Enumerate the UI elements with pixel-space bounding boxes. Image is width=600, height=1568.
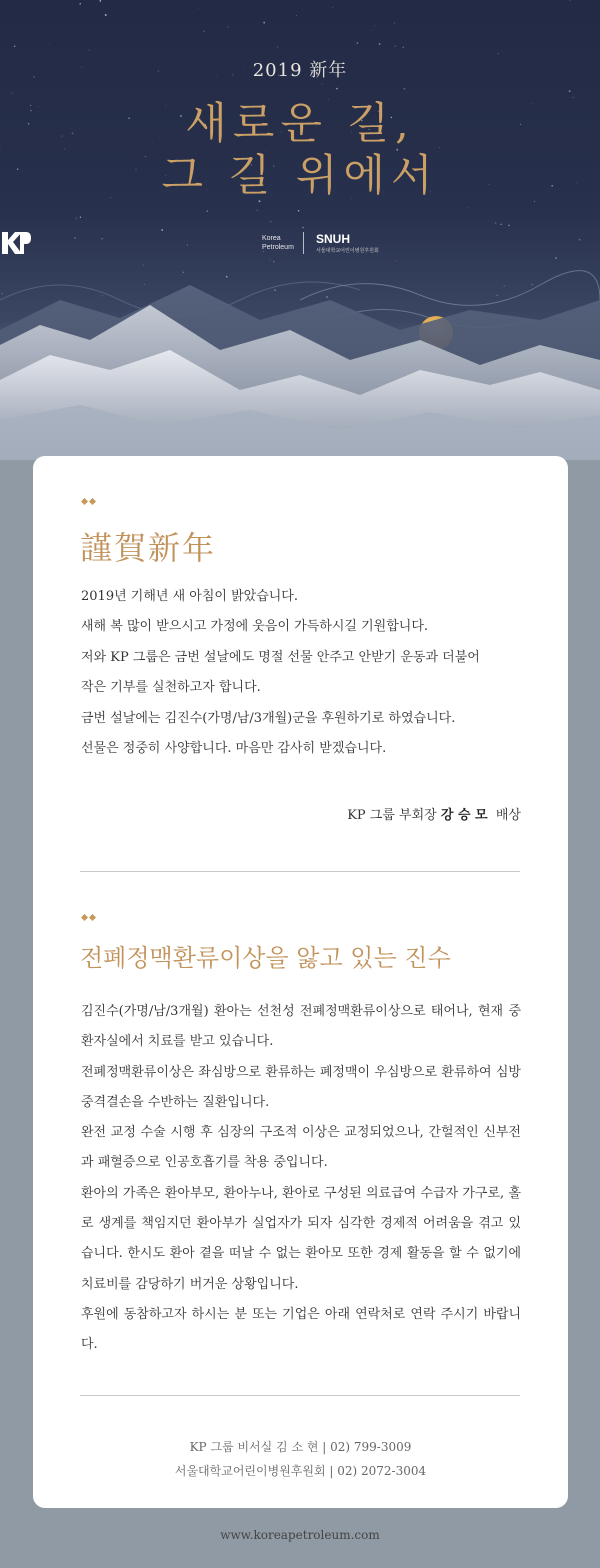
- contact-snuh: 서울대학교어린이병원후원회 | 02) 2072-3004: [174, 1464, 427, 1478]
- divider: [80, 1395, 520, 1396]
- hero-title-line2: 그 길 위에서: [161, 151, 439, 201]
- star: [2, 293, 3, 294]
- snuh-logo-subtitle: 서울대학교어린이병원후원회: [316, 248, 379, 254]
- star: [581, 268, 582, 269]
- hero-banner: [0, 0, 600, 460]
- star: [105, 14, 107, 16]
- star: [269, 259, 270, 260]
- star: [263, 22, 265, 24]
- star: [226, 276, 228, 278]
- star: [207, 210, 208, 211]
- hero-year: 2019 新年: [252, 60, 348, 81]
- star: [256, 209, 258, 211]
- star: [143, 265, 144, 266]
- star: [504, 286, 505, 287]
- star: [326, 296, 327, 297]
- greeting-line: 선물은 정중히 사양합니다. 마음만 감사히 받겠습니다.: [81, 741, 387, 757]
- diamond-ornament-icon: [81, 498, 101, 506]
- star: [270, 221, 271, 222]
- star: [183, 272, 184, 273]
- star: [532, 284, 533, 285]
- star: [317, 283, 318, 284]
- story-paragraph: 환아의 가족은 환아부모, 환아누나, 환아로 구성된 의료급여 수급자 가구로, 홀로 생계를 책임지던 환아부가 실업자가 되자 심각한 경제적 어려움을 겪고 있습니다. 한시도 환아 곁을 떠날 수 없는 환아모 또한 경제 활동을 할 수 없기에 치료비를 감당하기 버거운 상황입니다.: [81, 1185, 521, 1292]
- star: [395, 45, 396, 46]
- star: [144, 284, 145, 285]
- star: [498, 53, 499, 54]
- star: [102, 295, 103, 296]
- star: [508, 225, 509, 226]
- star: [404, 88, 406, 90]
- kp-logo-text: Korea Petroleum: [262, 235, 294, 251]
- story-paragraph: 완전 교정 수술 시행 후 심장의 구조적 이상은 교정되었으나, 간헐적인 신부전과 패혈증으로 인공호흡기를 착용 중입니다.: [81, 1125, 521, 1171]
- signature-name: 강 승 모: [440, 808, 488, 823]
- star: [496, 294, 498, 296]
- star: [495, 222, 496, 223]
- sponsor-logos: [0, 230, 600, 256]
- website-link[interactable]: www.koreapetroleum.com: [220, 1528, 380, 1542]
- star: [277, 46, 278, 47]
- star: [468, 208, 469, 209]
- star: [394, 22, 395, 23]
- patient-heading: 전폐정맥환류이상을 앓고 있는 진수: [80, 944, 451, 972]
- greeting-line: 새해 복 많이 받으시고 가정에 웃음이 가득하시길 기원합니다.: [81, 619, 429, 635]
- star: [273, 261, 274, 262]
- star: [14, 46, 16, 48]
- star: [555, 257, 557, 259]
- star: [227, 26, 228, 27]
- greeting-line: 2019년 기해년 새 아침이 밝았습니다.: [81, 589, 298, 604]
- star: [274, 289, 276, 291]
- star: [203, 31, 205, 33]
- star: [42, 48, 43, 49]
- star: [302, 227, 303, 228]
- star: [379, 43, 381, 45]
- diamond-ornament-icon: [81, 914, 101, 922]
- divider: [80, 871, 520, 872]
- star: [298, 210, 300, 212]
- star: [422, 4, 423, 5]
- star: [89, 50, 90, 51]
- greeting-heading: 謹賀新年: [80, 529, 217, 567]
- star: [80, 217, 81, 218]
- greeting-line: 작은 기부를 실천하고자 합니다.: [81, 680, 261, 696]
- star: [357, 42, 359, 44]
- contact-kp: KP 그룹 비서실 김 소 현 | 02) 799-3009: [189, 1440, 412, 1454]
- star: [372, 30, 373, 31]
- star: [46, 264, 47, 265]
- signature: KP 그룹 부회장 강 승 모 배상: [347, 808, 521, 823]
- star: [332, 7, 333, 8]
- patient-story: [81, 997, 521, 1361]
- kp-logo-icon: [0, 230, 32, 256]
- letter-card: [33, 456, 568, 1508]
- star: [374, 25, 375, 26]
- star: [99, 0, 101, 2]
- star: [474, 41, 475, 42]
- star: [296, 15, 297, 16]
- star: [569, 90, 571, 92]
- star: [403, 47, 404, 48]
- star: [336, 88, 338, 90]
- story-paragraph: 후원에 동참하고자 하시는 분 또는 기업은 아래 연락처로 연락 주시기 바랍니다.: [81, 1306, 521, 1353]
- greeting-line: 금번 설날에는 김진수(가명/남/3개월)군을 후원하기로 하였습니다.: [81, 710, 456, 726]
- star: [101, 11, 102, 12]
- star: [396, 261, 397, 262]
- star: [322, 83, 323, 84]
- star: [79, 3, 81, 5]
- star: [198, 8, 199, 9]
- star: [75, 218, 77, 220]
- story-paragraph: 김진수(가명/남/3개월) 환아는 선천성 전폐정맥환류이상으로 태어나, 현재 중환자실에서 치료를 받고 있습니다.: [81, 1004, 521, 1050]
- hero-title-line1: 새로운 길,: [185, 99, 415, 149]
- logo-divider: [303, 232, 304, 254]
- snuh-logo: SNUH: [316, 232, 351, 246]
- story-paragraph: 전폐정맥환류이상은 좌심방으로 환류하는 폐정맥이 우심방으로 환류하여 심방중격결손을 수반하는 질환입니다.: [81, 1064, 521, 1110]
- star: [570, 0, 571, 1]
- star: [500, 223, 502, 225]
- greeting-line: 저와 KP 그룹은 금번 설날에도 명절 선물 안주고 안받기 운동과 더불어: [81, 649, 480, 665]
- star: [11, 92, 12, 93]
- star: [49, 43, 50, 44]
- greeting-body: [81, 582, 526, 764]
